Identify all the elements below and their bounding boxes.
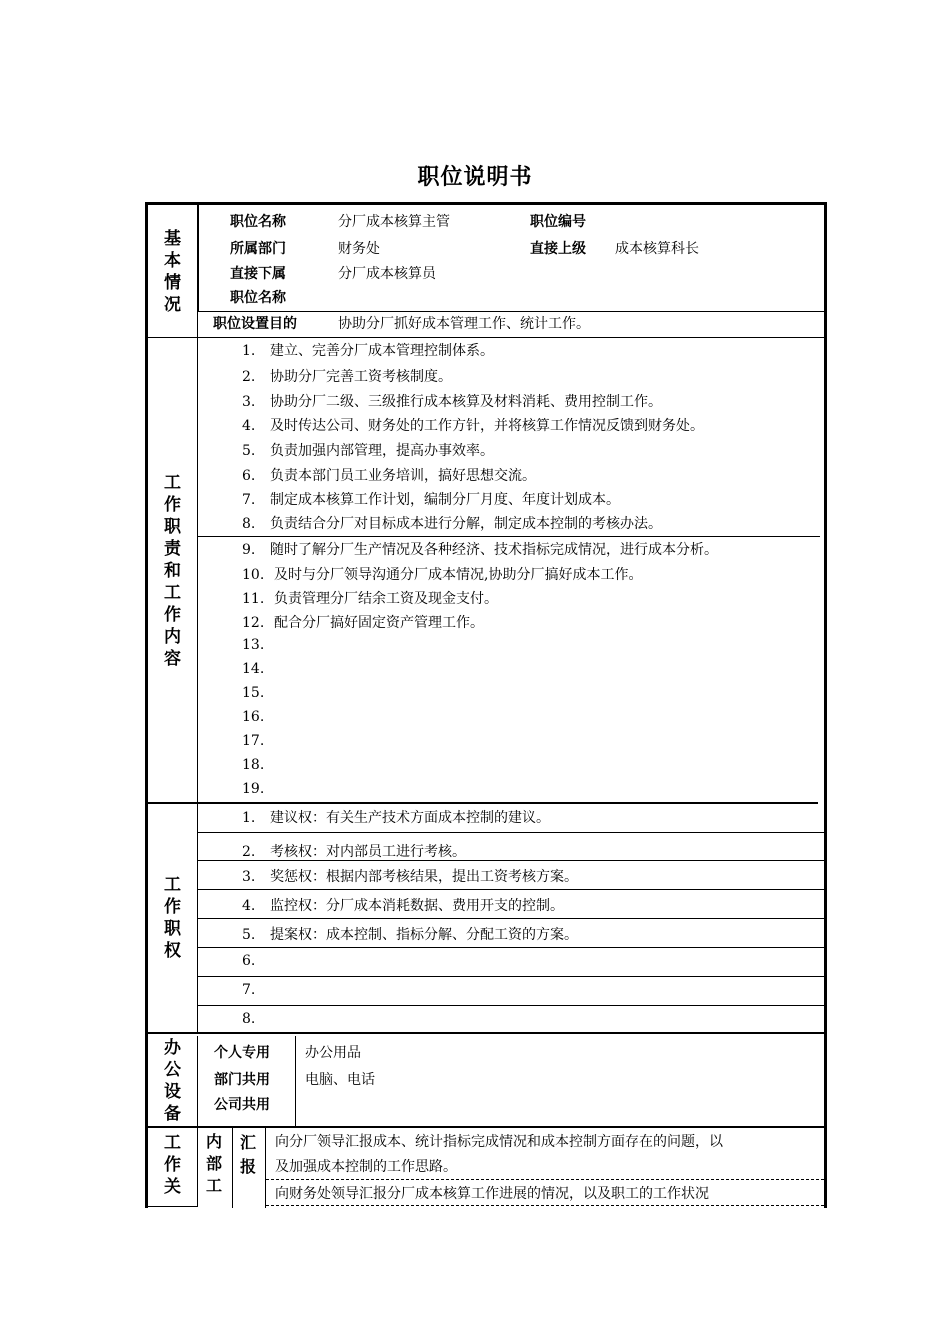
- label-text: [164, 874, 181, 962]
- label-char: 基: [164, 228, 181, 249]
- internal-label: [206, 1131, 226, 1197]
- relation-line-1a: 向分厂领导汇报成本、统计指标完成情况和成本控制方面存在的问题，以: [275, 1134, 723, 1150]
- authority-item: [242, 866, 578, 886]
- label-char: 公: [164, 1060, 181, 1080]
- label-text: [164, 1132, 181, 1198]
- authority-item: [242, 841, 466, 861]
- superior-label: 直接上级: [530, 241, 586, 257]
- divider: [148, 1206, 198, 1207]
- subordinate-value: 分厂成本核算员: [338, 266, 436, 282]
- duty-item: [238, 489, 620, 509]
- duty-number: 15.: [242, 685, 265, 701]
- label-char: 内: [164, 627, 181, 647]
- divider: [265, 1128, 266, 1208]
- job-name-value: 分厂成本核算主管: [338, 214, 450, 230]
- relation-line-1b: 及加强成本控制的工作思路。: [275, 1159, 457, 1175]
- label-text: [164, 228, 181, 316]
- duty-item: [238, 612, 484, 632]
- label-char: 权: [164, 941, 181, 961]
- authority-text: 监控权：分厂成本消耗数据、费用开支的控制。: [270, 898, 564, 914]
- job-name-label: 职位名称: [230, 214, 286, 230]
- divider: [232, 1128, 233, 1208]
- duty-number: 12.: [242, 615, 265, 631]
- divider: [198, 832, 824, 833]
- label-char: 作: [164, 897, 181, 917]
- label-char: 本: [164, 250, 181, 271]
- divider: [198, 860, 824, 861]
- label-char: 关: [164, 1177, 181, 1197]
- label-char: 工: [206, 1176, 223, 1195]
- dept-value: 财务处: [338, 241, 380, 257]
- divider: [148, 802, 818, 804]
- duty-number: 6.: [242, 468, 256, 484]
- authority-text: 建议权：有关生产技术方面成本控制的建议。: [270, 810, 550, 826]
- duty-text: 及时传达公司、财务处的工作方针，并将核算工作情况反馈到财务处。: [270, 418, 704, 434]
- equip-personal-value: 办公用品: [305, 1045, 361, 1061]
- duty-text: 负责管理分厂结余工资及现金支付。: [274, 591, 498, 607]
- authority-item: [242, 924, 578, 944]
- divider: [295, 1036, 296, 1126]
- duty-item: [238, 415, 704, 435]
- authority-item: [242, 982, 270, 998]
- job-code-label: 职位编号: [530, 214, 586, 230]
- duty-item: [238, 588, 498, 608]
- duty-number: 16.: [242, 709, 265, 725]
- duty-text: 建立、完善分厂成本管理控制体系。: [270, 343, 494, 359]
- purpose-value: 协助分厂抓好成本管理工作、统计工作。: [338, 316, 590, 332]
- relation-line-2: 向财务处领导汇报分厂成本核算工作进展的情况，以及职工的工作状况: [275, 1186, 709, 1202]
- divider: [198, 889, 824, 890]
- label-char: 职: [164, 517, 181, 537]
- label-char: 汇: [240, 1133, 257, 1152]
- duty-number: 5.: [242, 443, 256, 459]
- label-char: 作: [164, 1155, 181, 1175]
- label-char: 职: [164, 919, 181, 939]
- authority-number: 8.: [242, 1011, 256, 1027]
- page-title: 职位说明书: [417, 165, 533, 190]
- subordinate-label: 直接下属: [230, 266, 286, 282]
- duty-number: 17.: [242, 733, 265, 749]
- duty-item: [238, 709, 274, 725]
- authority-item: [242, 953, 270, 969]
- purpose-label: 职位设置目的: [213, 316, 297, 332]
- authority-number: 1.: [242, 810, 256, 826]
- label-char: 责: [164, 539, 181, 559]
- label-char: 和: [164, 561, 181, 581]
- duty-number: 18.: [242, 757, 265, 773]
- duty-number: 11.: [242, 591, 265, 607]
- duty-item: [238, 391, 662, 411]
- duty-item: [238, 340, 494, 360]
- label-char: 情: [164, 272, 181, 293]
- duty-number: 8.: [242, 516, 256, 532]
- divider: [198, 536, 820, 537]
- duty-number: 9.: [242, 542, 256, 558]
- label-char: 设: [164, 1082, 181, 1102]
- dept-label: 所属部门: [230, 241, 286, 257]
- divider: [198, 311, 824, 312]
- label-char: 内: [206, 1132, 223, 1151]
- divider: [198, 947, 824, 948]
- label-char: 工: [164, 583, 181, 603]
- duty-text: 及时与分厂领导沟通分厂成本情况,协助分厂搞好成本工作。: [274, 567, 643, 583]
- authority-text: 考核权：对内部员工进行考核。: [270, 844, 466, 860]
- dashed-divider: [266, 1179, 824, 1180]
- equip-personal-label: 个人专用: [214, 1045, 270, 1061]
- authority-number: 3.: [242, 869, 256, 885]
- duty-item: [238, 440, 494, 460]
- equip-company-label: 公司共用: [214, 1097, 270, 1113]
- duty-text: 协助分厂完善工资考核制度。: [270, 369, 452, 385]
- divider: [198, 205, 199, 311]
- section-label-authority: [148, 804, 198, 1032]
- duty-number: 19.: [242, 781, 265, 797]
- label-char: 工: [164, 1133, 181, 1153]
- divider: [148, 337, 824, 338]
- duty-item: [238, 757, 274, 773]
- dashed-divider: [266, 1205, 824, 1206]
- authority-item: [242, 1011, 270, 1027]
- authority-item: [242, 895, 564, 915]
- label-char: 备: [164, 1104, 181, 1124]
- duty-item: [238, 685, 274, 701]
- duty-item: [238, 539, 718, 559]
- label-char: 报: [240, 1157, 257, 1176]
- duty-item: [238, 733, 274, 749]
- label-text: [164, 1037, 181, 1125]
- duty-number: 2.: [242, 369, 256, 385]
- label-char: 况: [164, 294, 181, 315]
- label-char: 工: [164, 473, 181, 493]
- duty-number: 4.: [242, 418, 256, 434]
- divider: [198, 918, 824, 919]
- authority-number: 2.: [242, 844, 256, 860]
- duty-item: [238, 637, 274, 653]
- equip-dept-value: 电脑、电话: [305, 1072, 375, 1088]
- label-char: 部: [206, 1154, 223, 1173]
- duty-text: 负责结合分厂对目标成本进行分解，制定成本控制的考核办法。: [270, 516, 662, 532]
- label-char: 作: [164, 495, 181, 515]
- duty-number: 13.: [242, 637, 265, 653]
- duty-item: [238, 366, 452, 386]
- authority-number: 4.: [242, 898, 256, 914]
- divider: [148, 204, 824, 205]
- duty-number: 1.: [242, 343, 256, 359]
- authority-item: [242, 807, 550, 827]
- subordinate-label-2: 职位名称: [230, 290, 286, 306]
- section-label-duties: [148, 338, 198, 804]
- divider: [198, 1005, 824, 1006]
- duty-text: 负责本部门员工业务培训，搞好思想交流。: [270, 468, 536, 484]
- duty-number: 3.: [242, 394, 256, 410]
- authority-text: 奖惩权：根据内部考核结果，提出工资考核方案。: [270, 869, 578, 885]
- duty-text: 制定成本核算工作计划，编制分厂月度、年度计划成本。: [270, 492, 620, 508]
- label-text: [164, 472, 181, 670]
- duty-text: 随时了解分厂生产情况及各种经济、技术指标完成情况，进行成本分析。: [270, 542, 718, 558]
- duty-item: [238, 564, 642, 584]
- section-label-basic: [148, 205, 198, 338]
- section-label-relations: [148, 1128, 198, 1206]
- label-char: 办: [164, 1038, 181, 1058]
- authority-number: 6.: [242, 953, 256, 969]
- divider: [198, 976, 824, 977]
- section-label-equipment: [148, 1036, 198, 1126]
- duty-item: [238, 781, 274, 797]
- duty-number: 10.: [242, 567, 265, 583]
- authority-text: 提案权：成本控制、指标分解、分配工资的方案。: [270, 927, 578, 943]
- authority-number: 7.: [242, 982, 256, 998]
- duty-number: 7.: [242, 492, 256, 508]
- report-label: [240, 1131, 260, 1179]
- label-char: 容: [164, 649, 181, 669]
- label-char: 工: [164, 875, 181, 895]
- duty-item: [238, 465, 536, 485]
- duty-text: 配合分厂搞好固定资产管理工作。: [274, 615, 484, 631]
- divider: [148, 1126, 824, 1128]
- duty-text: 协助分厂二级、三级推行成本核算及材料消耗、费用控制工作。: [270, 394, 662, 410]
- label-char: 作: [164, 605, 181, 625]
- duty-item: [238, 513, 662, 533]
- superior-value: 成本核算科长: [615, 241, 699, 257]
- duty-text: 负责加强内部管理，提高办事效率。: [270, 443, 494, 459]
- duty-item: [238, 661, 274, 677]
- authority-number: 5.: [242, 927, 256, 943]
- equip-dept-label: 部门共用: [214, 1072, 270, 1088]
- duty-number: 14.: [242, 661, 265, 677]
- divider: [148, 1032, 824, 1034]
